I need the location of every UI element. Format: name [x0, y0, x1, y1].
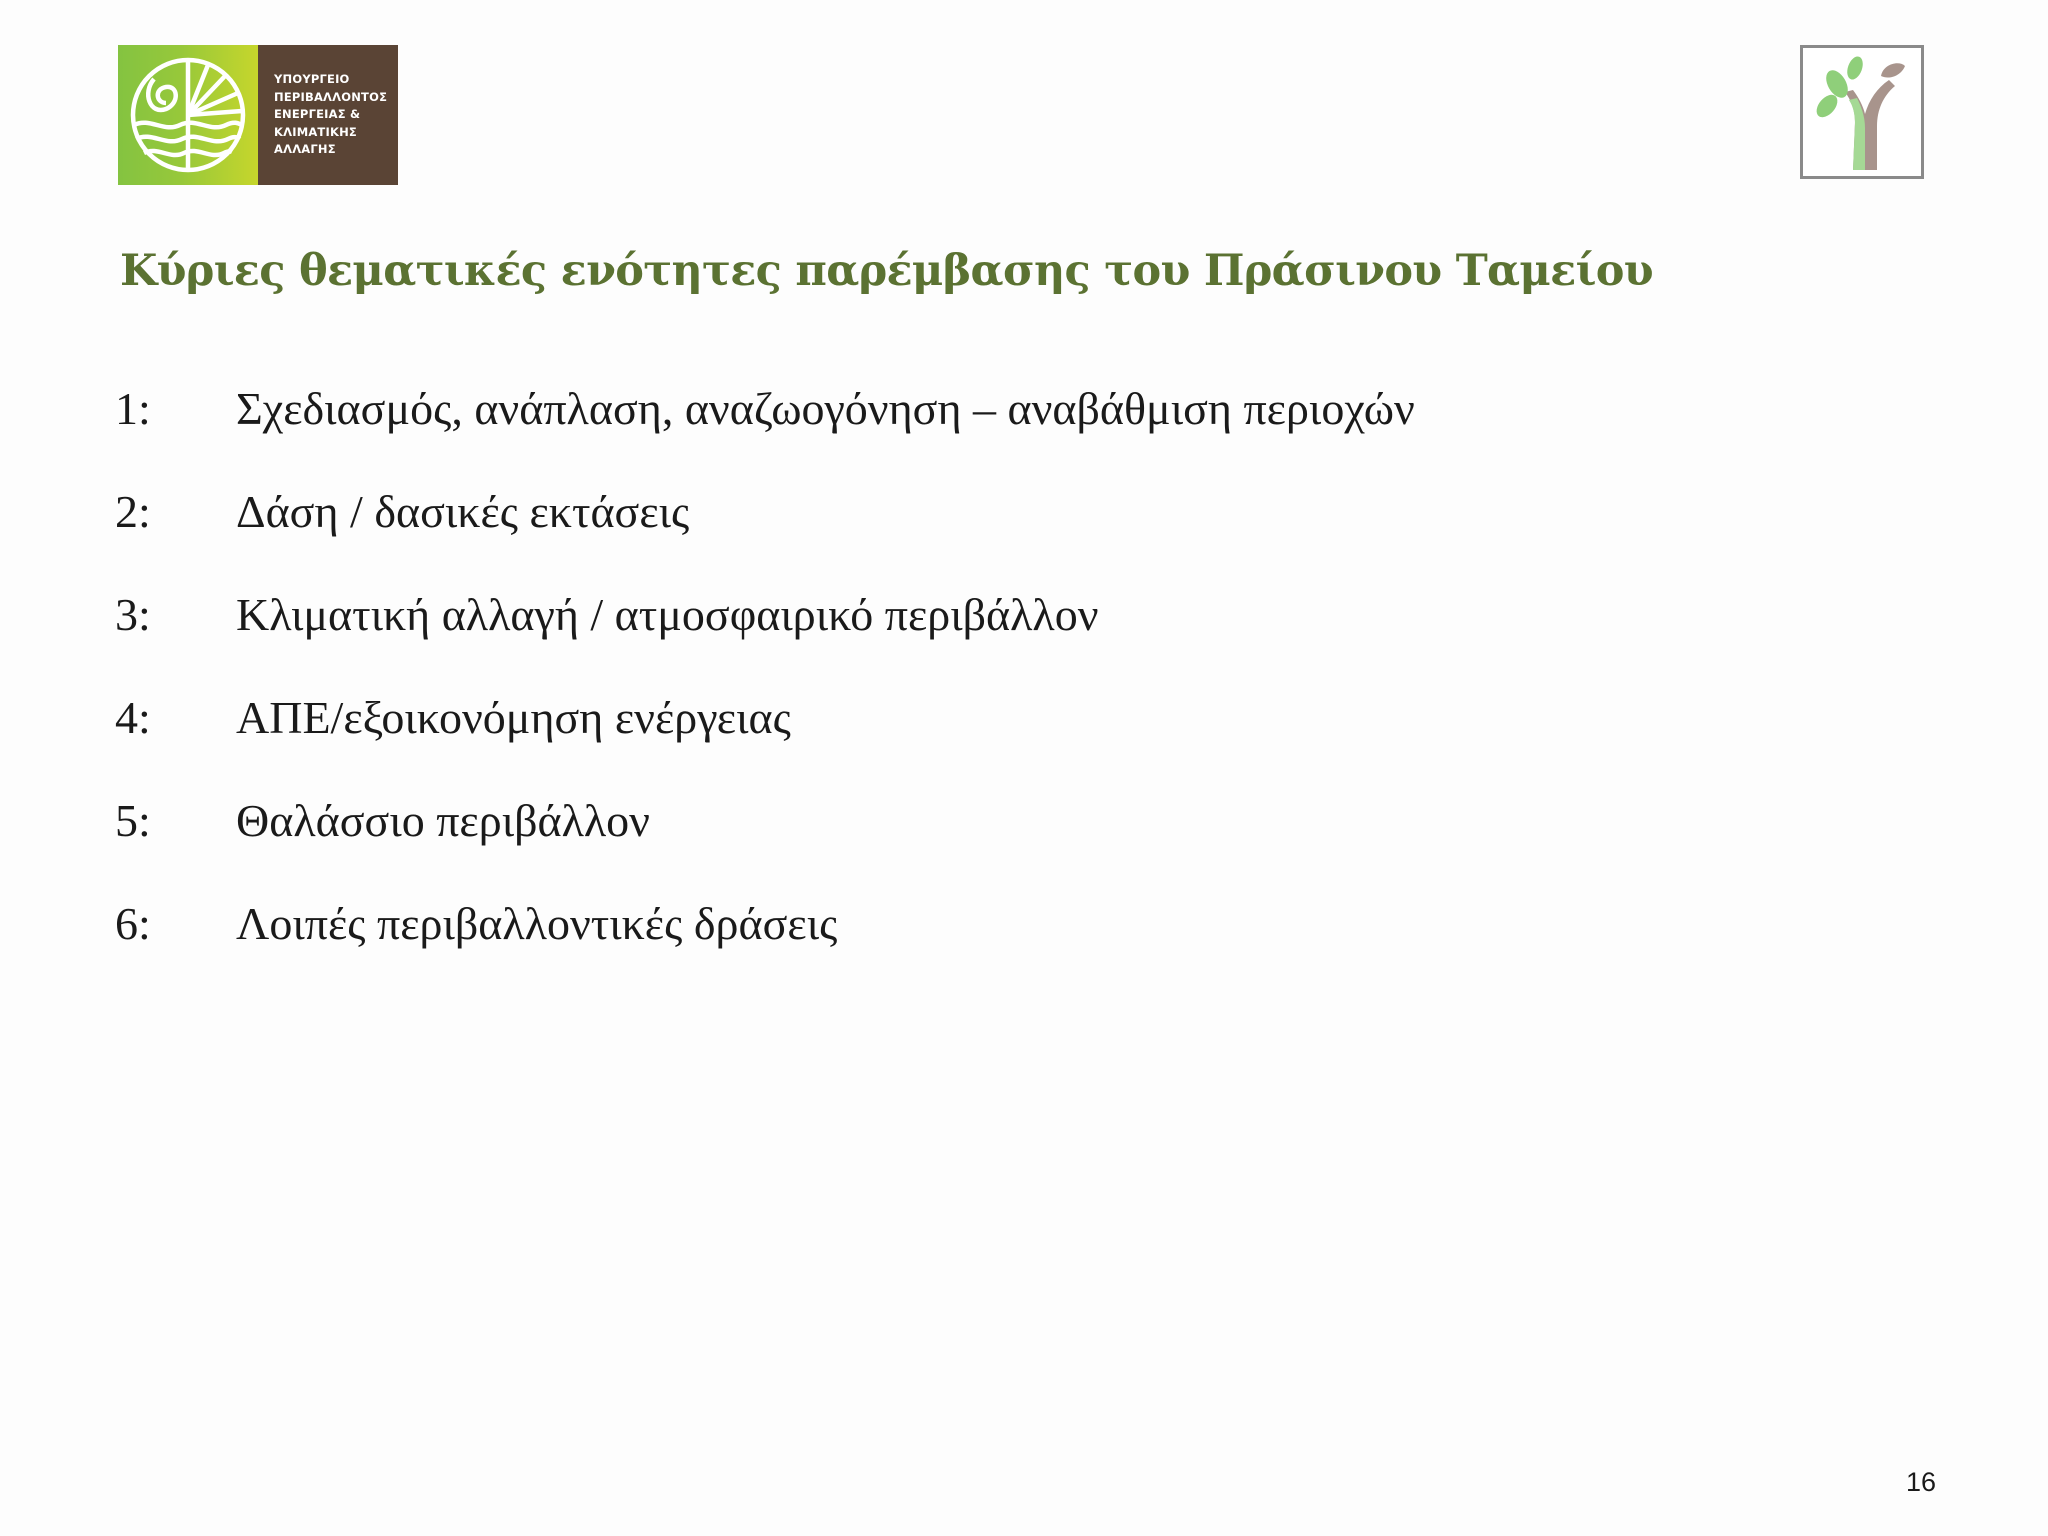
list-item — [115, 485, 1415, 588]
topic-list — [115, 382, 1415, 1000]
tree-icon — [1809, 54, 1915, 170]
topic-number: 3: — [115, 589, 151, 640]
topic-number: 6: — [115, 898, 151, 949]
list-item — [115, 588, 1415, 691]
ministry-name-box — [258, 45, 398, 185]
topic-number: 2: — [115, 486, 151, 537]
topic-text: ΑΠΕ/εξοικονόμηση ενέργειας — [236, 692, 791, 743]
topic-text: Λοιπές περιβαλλοντικές δράσεις — [236, 898, 838, 949]
list-item — [115, 897, 1415, 1000]
green-fund-logo — [1800, 45, 1924, 179]
ministry-emblem — [118, 45, 258, 185]
topic-text: Σχεδιασμός, ανάπλαση, αναζωογόνηση – αναβάθμιση περιοχών — [236, 383, 1415, 434]
topic-number: 5: — [115, 795, 151, 846]
topic-text: Δάση / δασικές εκτάσεις — [236, 486, 690, 537]
topic-number: 4: — [115, 692, 151, 743]
topic-text: Θαλάσσιο περιβάλλον — [236, 795, 650, 846]
topic-text: Κλιματική αλλαγή / ατμοσφαιρικό περιβάλλον — [236, 589, 1099, 640]
ministry-name: ΥΠΟΥΡΓΕΙΟ ΠΕΡΙΒΑΛΛΟΝΤΟΣ ΕΝΕΡΓΕΙΑΣ & ΚΛΙΜΑΤΙΚΗΣ ΑΛΛΑΓΗΣ — [274, 72, 388, 156]
ministry-logo — [118, 45, 398, 185]
list-item — [115, 794, 1415, 897]
sun-wave-emblem-icon — [126, 53, 250, 177]
list-item — [115, 691, 1415, 794]
slide-title: Κύριες θεματικές ενότητες παρέμβασης του Πράσινου Ταμείου — [120, 246, 1653, 296]
page-number: 16 — [1905, 1467, 1936, 1497]
topic-number: 1: — [115, 383, 151, 434]
list-item — [115, 382, 1415, 485]
